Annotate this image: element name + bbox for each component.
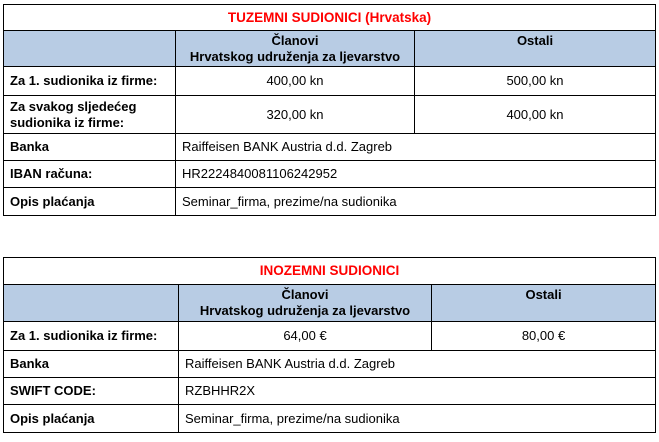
foreign-title: INOZEMNI SUDIONICI xyxy=(4,258,656,285)
row-first-participant-members-fee: 64,00 € xyxy=(179,322,432,351)
swift-code-label: SWIFT CODE: xyxy=(4,378,179,405)
payment-description-value: Seminar_firma, prezime/na sudionika xyxy=(176,188,656,216)
row-next-participant-label-line1: Za svakog sljedećeg xyxy=(10,98,137,114)
foreign-fees-table xyxy=(3,257,656,433)
bank-label: Banka xyxy=(4,351,179,378)
iban-label: IBAN računa: xyxy=(4,161,176,188)
row-next-participant-members-fee: 320,00 kn xyxy=(176,96,415,134)
bank-label: Banka xyxy=(4,134,176,161)
header-others: Ostali xyxy=(415,31,656,67)
iban-value: HR2224840081106242952 xyxy=(176,161,656,188)
row-next-participant-label xyxy=(4,96,176,134)
domestic-title: TUZEMNI SUDIONICI (Hrvatska) xyxy=(4,5,656,31)
payment-description-label: Opis plaćanja xyxy=(4,405,179,433)
header-others: Ostali xyxy=(432,285,656,322)
row-first-participant-others-fee: 500,00 kn xyxy=(415,67,656,96)
swift-code-value: RZBHHR2X xyxy=(179,378,656,405)
header-members xyxy=(176,31,415,67)
header-members-line2: Hrvatskog udruženja za ljevarstvo xyxy=(189,48,401,64)
header-empty-cell xyxy=(4,31,176,67)
bank-value: Raiffeisen BANK Austria d.d. Zagreb xyxy=(176,134,656,161)
bank-value: Raiffeisen BANK Austria d.d. Zagreb xyxy=(179,351,656,378)
header-members-line1: Članovi xyxy=(281,287,329,302)
row-next-participant-others-fee: 400,00 kn xyxy=(415,96,656,134)
payment-description-label: Opis plaćanja xyxy=(4,188,176,216)
row-first-participant-label: Za 1. sudionika iz firme: xyxy=(4,67,176,96)
domestic-fees-table xyxy=(3,4,656,216)
payment-description-value: Seminar_firma, prezime/na sudionika xyxy=(179,405,656,433)
header-members-line1: Članovi xyxy=(271,32,319,48)
row-first-participant-members-fee: 400,00 kn xyxy=(176,67,415,96)
header-members xyxy=(179,285,432,322)
header-members-line2: Hrvatskog udruženja za ljevarstvo xyxy=(199,303,411,318)
row-first-participant-others-fee: 80,00 € xyxy=(432,322,656,351)
header-empty-cell xyxy=(4,285,179,322)
row-first-participant-label: Za 1. sudionika iz firme: xyxy=(4,322,179,351)
row-next-participant-label-line2: sudionika iz firme: xyxy=(10,114,125,130)
